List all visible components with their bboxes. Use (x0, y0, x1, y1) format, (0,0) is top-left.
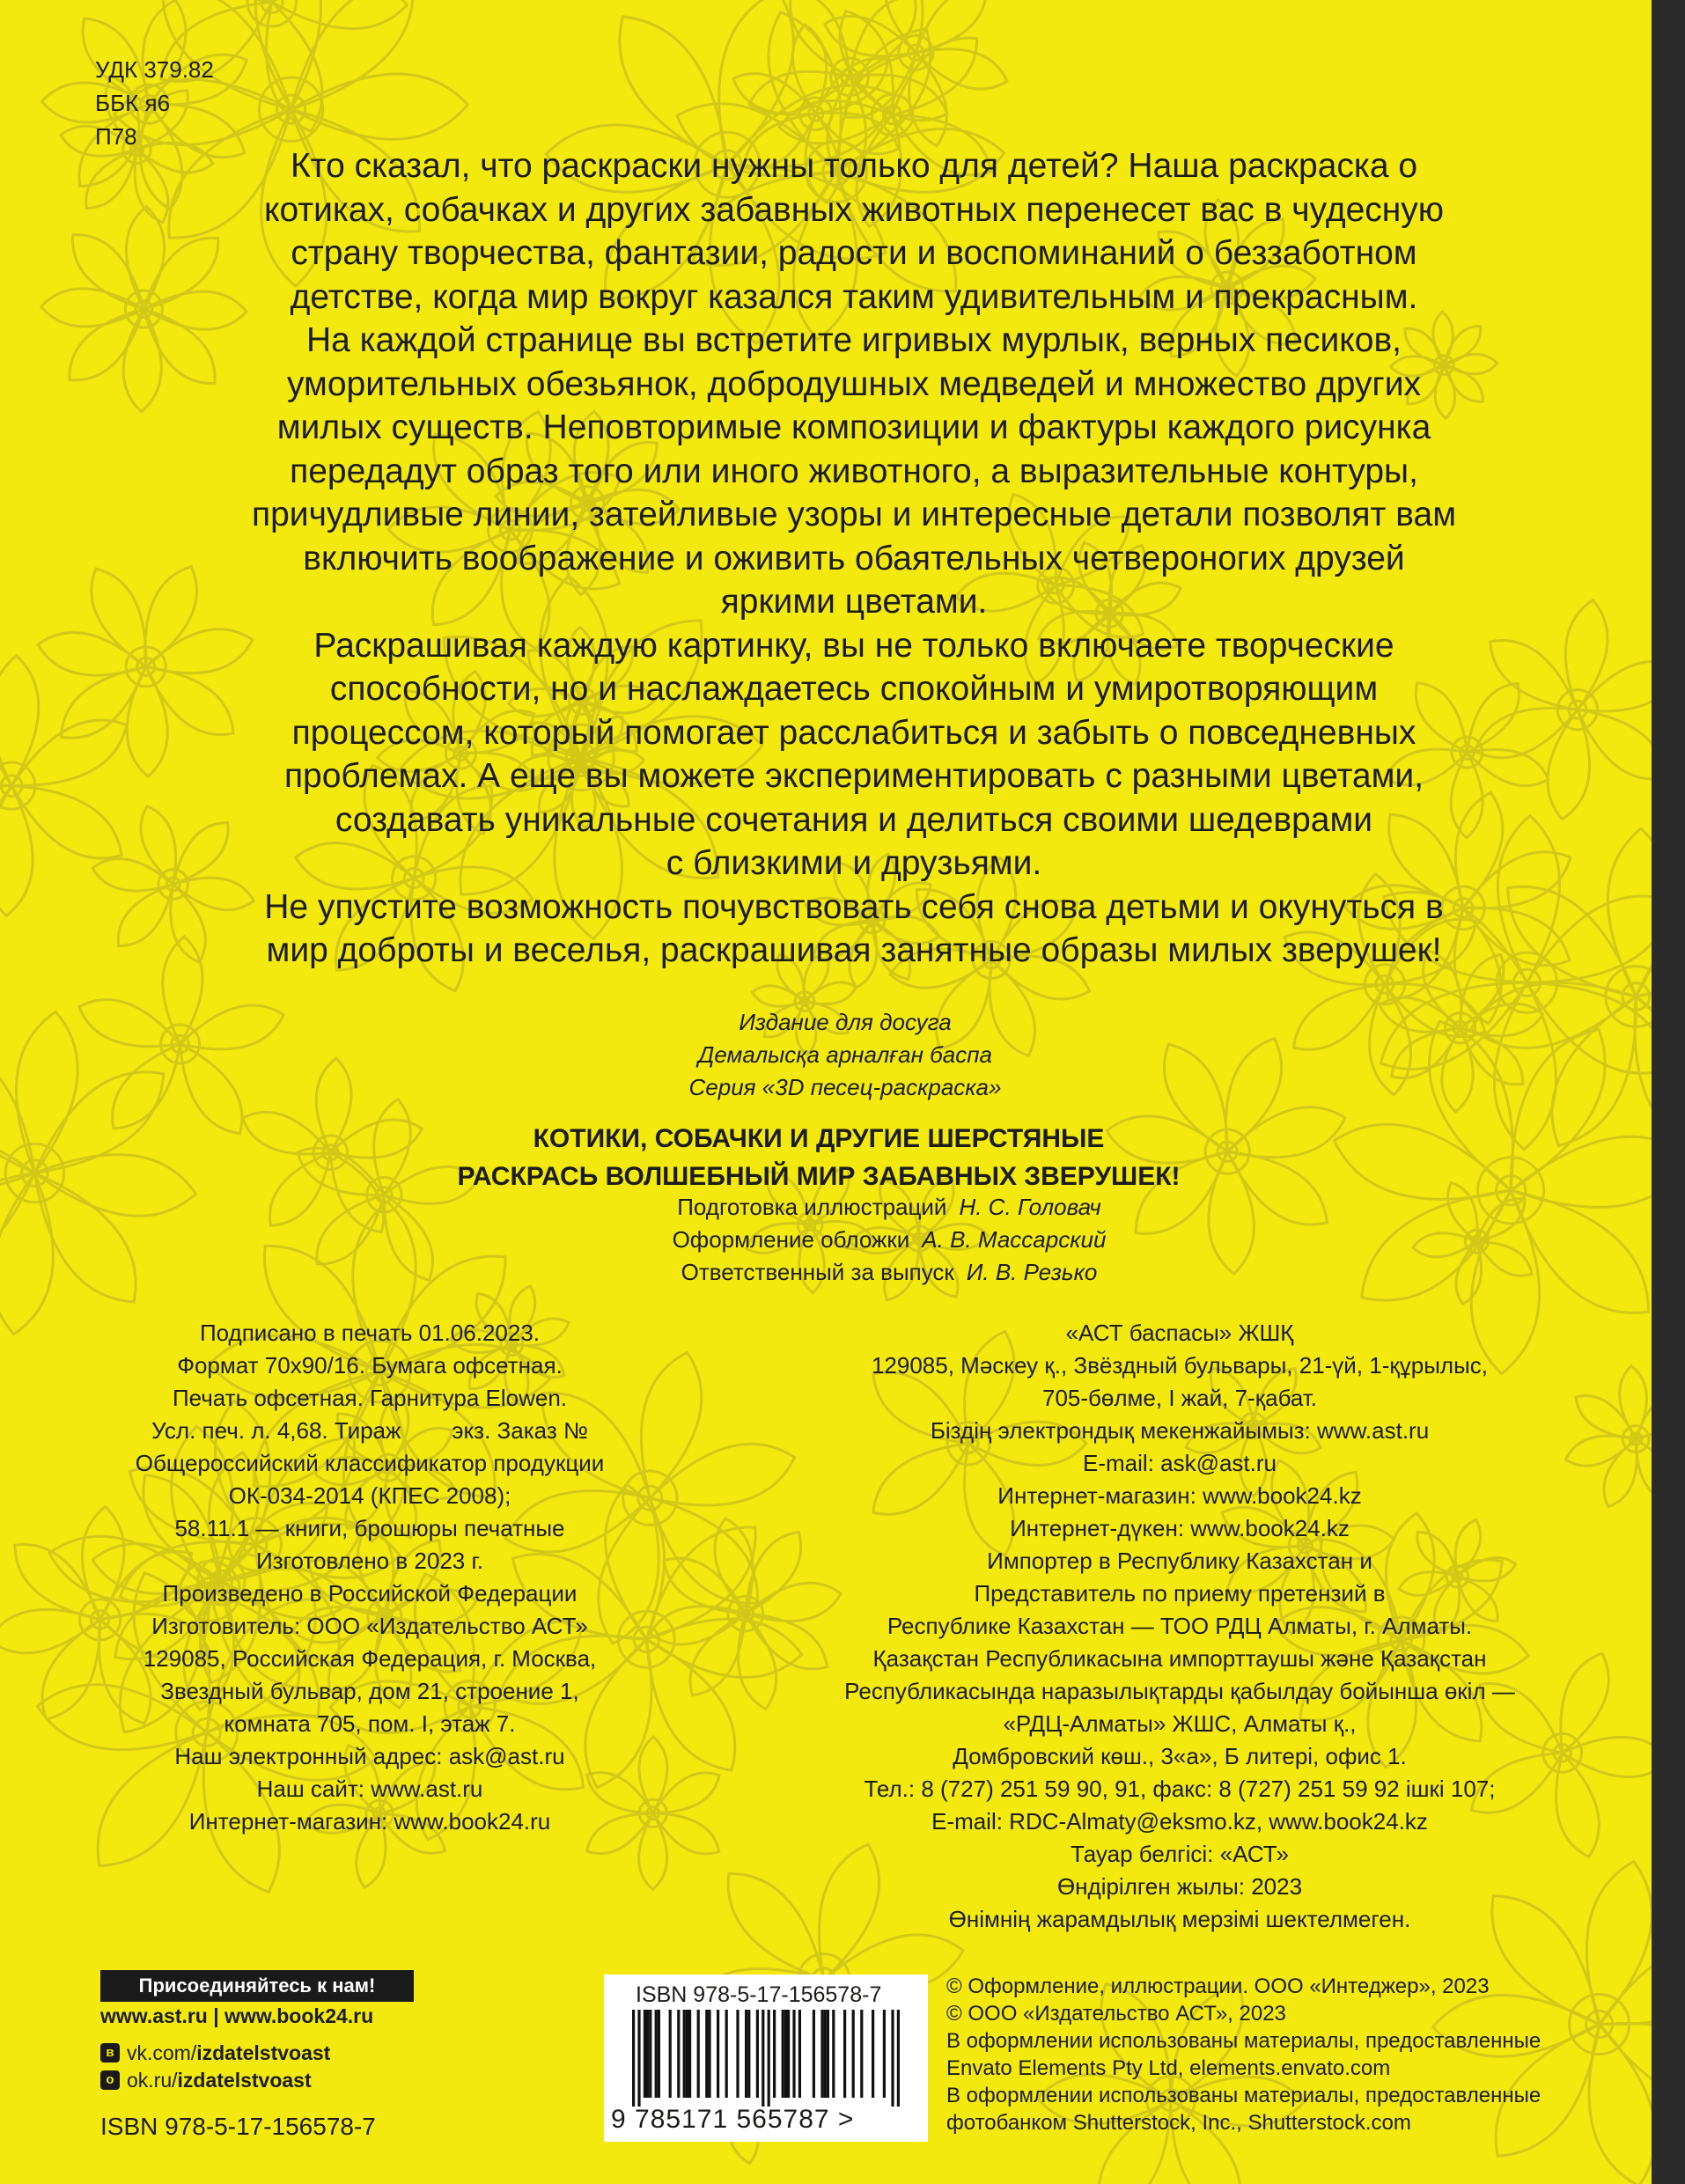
edition-info (563, 1006, 1127, 1104)
copyright-notices (946, 1973, 1624, 2136)
info-line-kz: Интернет-дүкен: www.book24.kz (1010, 1515, 1350, 1541)
info-line-kz: 129085, Мәскеу қ., Звёздный бульвары, 21-үй, 1-құрылыс, (871, 1352, 1489, 1379)
barcode-bar (708, 2010, 710, 2098)
vk-handle: izdatelstvoast (196, 2041, 331, 2064)
subtitle-line: РАСКРАСЬ ВОЛШЕБНЫЙ МИР ЗАБАВНЫХ ЗВЕРУШЕК! (457, 1162, 1181, 1191)
description-line: создавать уникальные сочетания и делиться своими шедеврами (335, 800, 1373, 839)
info-line: Подписано в печать 01.06.2023. (199, 1320, 541, 1346)
join-us-banner: Присоединяйтесь к нам! (100, 1970, 414, 2002)
vk-prefix: vk.com/ (127, 2041, 197, 2064)
barcode-bar (860, 2010, 863, 2098)
description-paragraph (132, 624, 1576, 886)
barcode-bar (677, 2010, 680, 2098)
description-line: Кто сказал, что раскраски нужны только для детей? Наша раскраска о (290, 147, 1418, 185)
copyright-line: В оформлении использованы материалы, предоставленные (946, 2029, 1542, 2053)
barcode-bar (762, 2010, 764, 2107)
info-line-kz: «РДЦ-Алматы» ЖШС, Алматы қ., (1003, 1710, 1357, 1737)
ok-link (100, 2067, 312, 2093)
barcode-bar (632, 2010, 635, 2107)
barcode-bar (745, 2010, 747, 2098)
barcode-bar (768, 2010, 770, 2107)
credit-role: Оформление обложки (672, 1226, 910, 1253)
description-line: проблемах. А еще вы можете экспериментировать с разными цветами, (283, 757, 1424, 795)
author-mark: П78 (95, 123, 137, 150)
description-line: котиках, собачках и других забавных животных перенесет вас в чудесную (263, 190, 1445, 229)
publisher-info-ru (70, 1317, 669, 1838)
info-line-kz: Республикасында наразылықтарды қабылдау бойынша өкіл — (844, 1678, 1515, 1704)
barcode-isbn: ISBN 978-5-17-156578-7 (636, 1982, 882, 2007)
ok-icon: о (100, 2070, 120, 2090)
barcode-bar (827, 2010, 829, 2098)
barcode-bar (832, 2010, 835, 2098)
barcode-bar (637, 2010, 640, 2107)
info-line: Печать офсетная. Гарнитура Elowen. (172, 1385, 568, 1411)
info-line-kz: Тел.: 8 (727) 251 59 90, 91, факс: 8 (727) 251 59 92 ішкі 107; (864, 1776, 1496, 1802)
barcode-bar (756, 2010, 759, 2098)
edition-type: Издание для досуга (739, 1009, 952, 1035)
info-line-kz: Тауар белгісі: «АСТ» (1071, 1841, 1289, 1867)
barcode-bar (852, 2010, 855, 2098)
barcode-bar (784, 2010, 787, 2098)
info-line-kz: Домбровский көш., 3«а», Б литері, офис 1. (953, 1743, 1407, 1769)
barcode-bar (705, 2010, 708, 2098)
classification-codes (95, 53, 214, 153)
credit-responsible (493, 1256, 1285, 1289)
barcode-bar (843, 2010, 846, 2098)
credits (493, 1191, 1285, 1289)
info-line-kz: «АСТ баспасы» ЖШҚ (1065, 1320, 1294, 1346)
info-line: Наш электронный адрес: ask@ast.ru (174, 1743, 565, 1769)
info-line-kz: Өндірілген жылы: 2023 (1056, 1873, 1303, 1900)
copyright-line: фотобанком Shutterstock, Inc., Shutterstock.com (946, 2111, 1411, 2135)
ok-prefix: ok.ru/ (127, 2069, 178, 2092)
barcode-bar (658, 2010, 660, 2098)
credit-name: И. В. Резько (966, 1259, 1098, 1285)
barcode-bars (622, 2010, 912, 2107)
barcode-bar (891, 2010, 894, 2107)
info-line: Наш сайт: www.ast.ru (256, 1776, 483, 1802)
vk-icon: в (100, 2043, 120, 2063)
barcode-bar (697, 2010, 700, 2098)
description-line: Не упустите возможность почувствовать себя снова детьми и окунуться в (264, 887, 1444, 926)
barcode-bar (820, 2010, 823, 2098)
info-line-kz: Интернет-магазин: www.book24.kz (997, 1482, 1362, 1509)
credit-role: Подготовка иллюстраций (677, 1194, 947, 1220)
description-paragraph (132, 886, 1576, 973)
description-line: страну творчества, фантазии, радости и воспоминаний о беззаботном (291, 234, 1417, 272)
barcode-bar (782, 2010, 784, 2098)
description-line: милых существ. Неповторимые композиции и фактуры каждого рисунка (276, 408, 1431, 446)
info-line: 129085, Российская Федерация, г. Москва, (143, 1645, 597, 1672)
bbk-code: ББК я6 (95, 90, 171, 116)
description-line: яркими цветами. (720, 583, 988, 621)
barcode-bar (872, 2010, 874, 2098)
info-line-kz: Біздің электрондық мекенжайымыз: www.ast.ru (930, 1417, 1430, 1444)
barcode-bar (669, 2010, 672, 2098)
info-line-kz: Республике Казахстан — ТОО РДЦ Алматы, г. Алматы. (887, 1613, 1473, 1639)
description-line: уморительных обезьянок, добродушных медведей и множество других (286, 364, 1422, 403)
barcode-bar (717, 2010, 719, 2098)
book-spine-edge (1652, 0, 1685, 2184)
udk-code: УДК 379.82 (95, 56, 214, 83)
copyright-line: Envato Elements Pty Ltd, elements.envato.com (946, 2056, 1391, 2080)
isbn-number: ISBN 978-5-17-156578-7 (100, 2113, 376, 2140)
barcode-bar (747, 2010, 750, 2098)
barcode-bar (813, 2010, 815, 2098)
info-line: Усл. печ. л. 4,68. Тираж экз. Заказ № (151, 1417, 588, 1444)
credit-name: А. В. Массарский (922, 1226, 1107, 1253)
description-paragraph (132, 144, 1576, 319)
info-line: 58.11.1 — книги, брошюры печатные (174, 1515, 565, 1541)
info-line: Изготовитель: ООО «Издательство АСТ» (151, 1613, 588, 1639)
barcode-bar (736, 2010, 739, 2098)
barcode-bar (773, 2010, 776, 2098)
info-line-kz: Қазақстан Республикасына импорттаушы және Қазақстан (872, 1645, 1487, 1672)
title-line: КОТИКИ, СОБАЧКИ И ДРУГИЕ ШЕРСТЯНЫЕ (533, 1124, 1105, 1153)
credit-role: Ответственный за выпуск (681, 1259, 954, 1285)
description-line: мир доброты и веселья, раскрашивая занятные образы милых зверушек! (266, 931, 1442, 969)
barcode-bar (644, 2010, 646, 2098)
copyright-line: © ООО «Издательство АСТ», 2023 (946, 2002, 1286, 2026)
barcode-bar (897, 2010, 900, 2107)
vk-link (100, 2040, 330, 2066)
barcode-bar (824, 2010, 827, 2098)
series-name: Серия «3D песец-раскраска» (688, 1074, 1002, 1100)
info-line: комната 705, пом. I, этаж 7. (224, 1710, 516, 1737)
description-line: процессом, который помогает расслабиться и забыть о повседневных (291, 713, 1416, 752)
description-line: детстве, когда мир вокруг казался таким удивительным и прекрасным. (290, 277, 1418, 316)
credit-illustrations (493, 1191, 1285, 1224)
info-line-kz: Өнімнің жарамдылық мерзімі шектелмеген. (948, 1906, 1411, 1932)
info-line-kz: 705-бөлме, I жай, 7-қабат. (1042, 1385, 1317, 1411)
barcode-digits: 9 785171 565787 > (611, 2105, 855, 2134)
info-line-kz: E-mail: ask@ast.ru (1083, 1450, 1277, 1476)
edition-type-kz: Демалысқа арналған баспа (698, 1041, 992, 1068)
copyright-line: © Оформление, иллюстрации. ООО «Интеджер», 2023 (946, 1974, 1490, 1998)
copyright-line: В оформлении использованы материалы, предоставленные (946, 2084, 1542, 2107)
info-line: Формат 70х90/16. Бумага офсетная. (177, 1352, 563, 1379)
website-links: www.ast.ru | www.book24.ru (100, 2004, 374, 2027)
description-line: Раскрашивая каждую картинку, вы не только включаете творческие (313, 626, 1394, 665)
barcode-bar (688, 2010, 691, 2098)
description-line: причудливые линии, затейливые узоры и интересные детали позволят вам (251, 496, 1457, 533)
barcode-bar (725, 2010, 728, 2098)
info-line-kz: E-mail: RDC-Almaty@eksmo.kz, www.book24.kz (931, 1808, 1428, 1835)
barcode-bar (798, 2010, 801, 2098)
info-line: Произведено в Российской Федерации (162, 1580, 578, 1607)
info-line: ОК-034-2014 (КПЕС 2008); (228, 1482, 511, 1509)
info-line: Звездный бульвар, дом 21, строение 1, (160, 1678, 579, 1704)
info-line: Интернет-магазин: www.book24.ru (188, 1808, 551, 1835)
barcode-bar (649, 2010, 651, 2098)
description-line: с близкими и друзьями. (666, 844, 1042, 882)
description-line: На каждой странице вы встретите игривых мурлык, верных песиков, (305, 321, 1402, 359)
publisher-info-kz (739, 1317, 1620, 1936)
book-description (132, 144, 1576, 973)
barcode-bar (883, 2010, 886, 2098)
credit-cover-design (493, 1224, 1285, 1256)
info-line: Общероссийский классификатор продукции (135, 1450, 605, 1476)
book-title (264, 1120, 1373, 1195)
info-line: Изготовлено в 2023 г. (255, 1548, 483, 1574)
barcode-bar (787, 2010, 790, 2098)
description-line: включить воображение и оживить обаятельных четвероногих друзей (303, 539, 1405, 577)
barcode-bar (792, 2010, 795, 2098)
barcode-bar (683, 2010, 686, 2098)
description-line: способности, но и наслаждаетесь спокойным и умиротворяющим (329, 670, 1379, 708)
barcode-bar (646, 2010, 649, 2098)
info-line-kz: Импортер в Республику Казахстан и (987, 1548, 1372, 1574)
description-paragraph (132, 319, 1576, 624)
barcode (604, 1974, 928, 2142)
ok-handle: izdatelstvoast (177, 2069, 312, 2092)
barcode-bar (686, 2010, 688, 2098)
info-line-kz: Представитель по приему претензий в (974, 1580, 1386, 1607)
description-line: передадут образ того или иного животного, а выразительные контуры, (290, 452, 1418, 490)
barcode-bar (655, 2010, 658, 2098)
credit-name: Н. С. Головач (959, 1194, 1101, 1220)
